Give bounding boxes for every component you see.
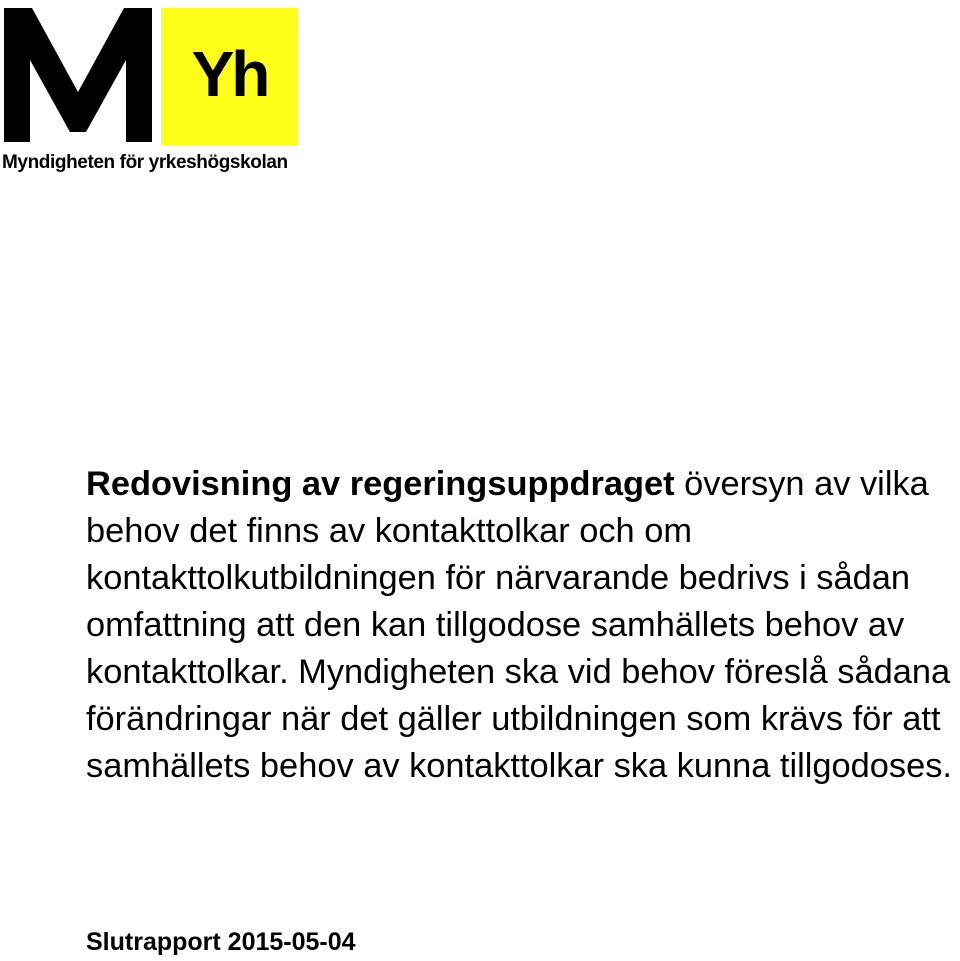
- report-intro: [86, 461, 960, 790]
- report-date-label: Slutrapport 2015-05-04: [86, 928, 356, 956]
- logo-caption: Myndigheten för yrkeshögskolan: [2, 152, 288, 173]
- logo-yh-box: [161, 8, 298, 145]
- logo-yh-text: Yh: [191, 37, 268, 110]
- logo-m-mark: [0, 0, 160, 150]
- agency-logo: [0, 0, 310, 190]
- report-description: översyn av vilka behov det finns av kontakttolkar och om kontakttolkutbildningen för närvarande bedrivs i sådan omfattning att den kan tillgodose samhällets behov av kontakttolkar. Myndigheten ska vid behov föreslå sådana förändringar när det gäller utbildningen som krävs för att samhällets behov av kontakttolkar ska kunna tillgodoses.: [86, 465, 952, 785]
- report-title: Redovisning av regeringsuppdraget: [86, 465, 675, 503]
